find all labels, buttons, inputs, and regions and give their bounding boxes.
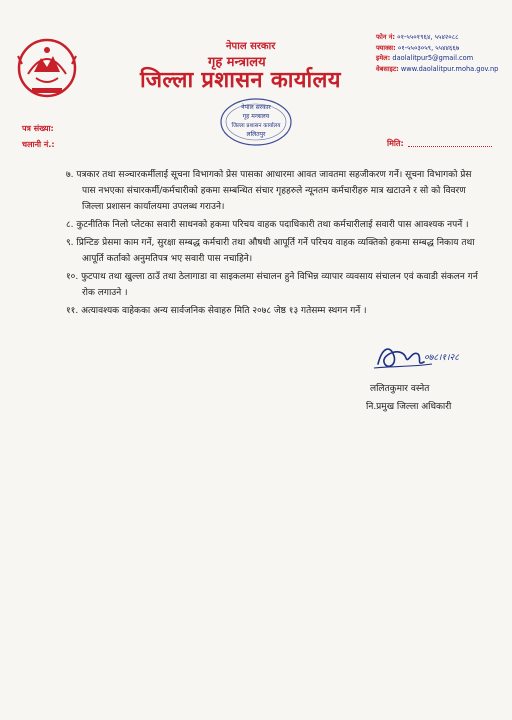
handwritten-signature: [372, 340, 468, 374]
office-title: जिल्ला प्रशासन कार्यालय: [140, 68, 341, 93]
signature-date: ०७८।१।२८: [424, 353, 459, 363]
clause-10: १०. फुटपाथ तथा खुल्ला ठाउँ तथा ठेलागाडा वा साइकलमा संचालन हुने विभिन्न व्यापार व्यवसाय संचालन एवं कवाडी संकलन गर्न रोक लगाउने ।: [66, 271, 478, 298]
clause-9: ९. प्रिन्टिङ प्रेसमा काम गर्ने, सुरक्षा सम्बद्ध कर्मचारी तथा औषधी आपूर्ति गर्ने परिचय वाहक व्यक्तिको हकमा सम्बद्ध निकाय तथा आपूर्ति कर्ताको अनुमतिपत्र भए सवारी पास नचाहिने।: [66, 237, 475, 265]
date-blank-line: [408, 146, 492, 147]
ministry-name: गृह मन्त्रालय: [208, 55, 266, 70]
clause-7: ७. पत्रकार तथा सञ्चारकर्मीलाई सूचना विभागको प्रेस पासका आधारमा आवत जावतमा सहजीकरण गर्ने। सूचना विभागको प्रेस पास नभएका संचारकर्मी/कर्मचारीको हकमा सम्बन्धित संचार गृहहरुले न्यूनतम कर्मचारीहरु मात्र खटाउने र सो को विवरण जिल्ला प्रशासन कार्यालयमा उपलब्ध गराउने।: [66, 170, 472, 213]
phone-line: फोन नं: ०१-५५०१९६४, ५५४२०८८: [376, 33, 459, 41]
clause-11: ११. अत्यावश्यक वाहेकका अन्य सार्वजनिक सेवाहरु मिति २०७८ जेष्ठ १३ गतेसम्म स्थगन गर्ने ।: [66, 305, 367, 316]
seal-text-ministry: गृह मन्त्रालय: [242, 113, 270, 120]
dispatch-number-label: चलानी नं.:: [22, 140, 55, 149]
fax-line: फ्याक्स: ०१-५५०३०५९, ५५४४६६७: [376, 43, 460, 52]
seal-text-government: नेपाल सरकार: [241, 104, 271, 111]
government-name: नेपाल सरकार: [226, 41, 276, 52]
office-seal-stamp: [218, 96, 294, 148]
nepal-emblem-icon: [14, 34, 80, 100]
date-label: मिति:: [387, 139, 404, 148]
seal-text-office: जिल्ला प्रशासन कार्यालय: [231, 123, 281, 129]
seal-text-district: ललितपुर: [246, 131, 266, 138]
clause-8: ८. कुटनीतिक निलो प्लेटका सवारी साधनको हकमा परिचय वाहक पदाधिकारी तथा कर्मचारीलाई सवारी पास आवश्यक नपर्ने ।: [66, 220, 469, 231]
signer-name: ललितकुमार वस्नेत: [370, 384, 430, 394]
ref-number-label: पत्र संख्या:: [22, 124, 54, 133]
website-line: वेबसाइट: www.daolalitpur.moha.gov.np: [376, 64, 499, 73]
email-line: इमेल: daolalitpur5@gmail.com: [376, 54, 474, 62]
letter-body: [66, 167, 486, 320]
signer-title: नि.प्रमुख जिल्ला अधिकारी: [366, 402, 452, 412]
contact-block: [376, 32, 510, 74]
